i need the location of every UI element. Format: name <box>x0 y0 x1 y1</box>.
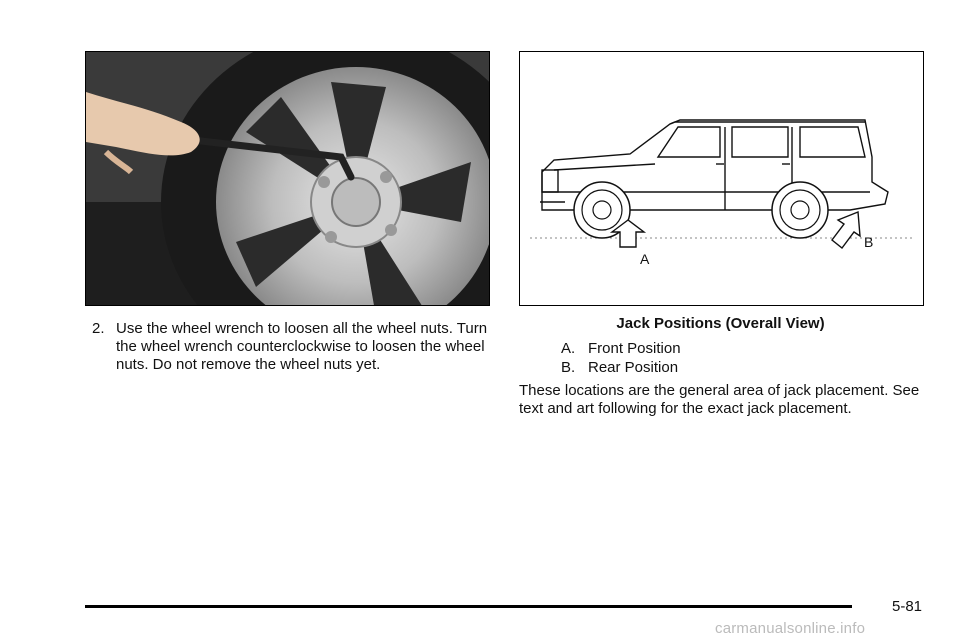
legend-text: Front Position <box>588 340 681 357</box>
footer-rule <box>85 605 852 608</box>
wheel-wrench-photo <box>85 51 490 306</box>
legend-item-b <box>561 358 681 377</box>
page-number: 5-81 <box>892 598 923 615</box>
figure-caption: Jack Positions (Overall View) <box>616 315 825 332</box>
watermark: carmanualsonline.info <box>715 620 866 637</box>
legend-list <box>561 339 681 377</box>
jack-positions-diagram <box>519 51 924 306</box>
legend-text: Rear Position <box>588 359 679 376</box>
step-number: 2. <box>92 320 105 337</box>
legend-item-a <box>561 339 681 358</box>
label-a: A <box>640 251 650 267</box>
legend-key: A. <box>561 340 576 357</box>
jack-placement-note: These locations are the general area of jack placement. See text and art following for the exact jack placement. <box>519 382 920 417</box>
label-b: B <box>864 234 874 250</box>
legend-key: B. <box>561 359 576 376</box>
step-text: Use the wheel wrench to loosen all the wheel nuts. Turn the wheel wrench counterclockwise to loosen the wheel nuts. Do not remove the wheel nuts yet. <box>116 320 488 373</box>
